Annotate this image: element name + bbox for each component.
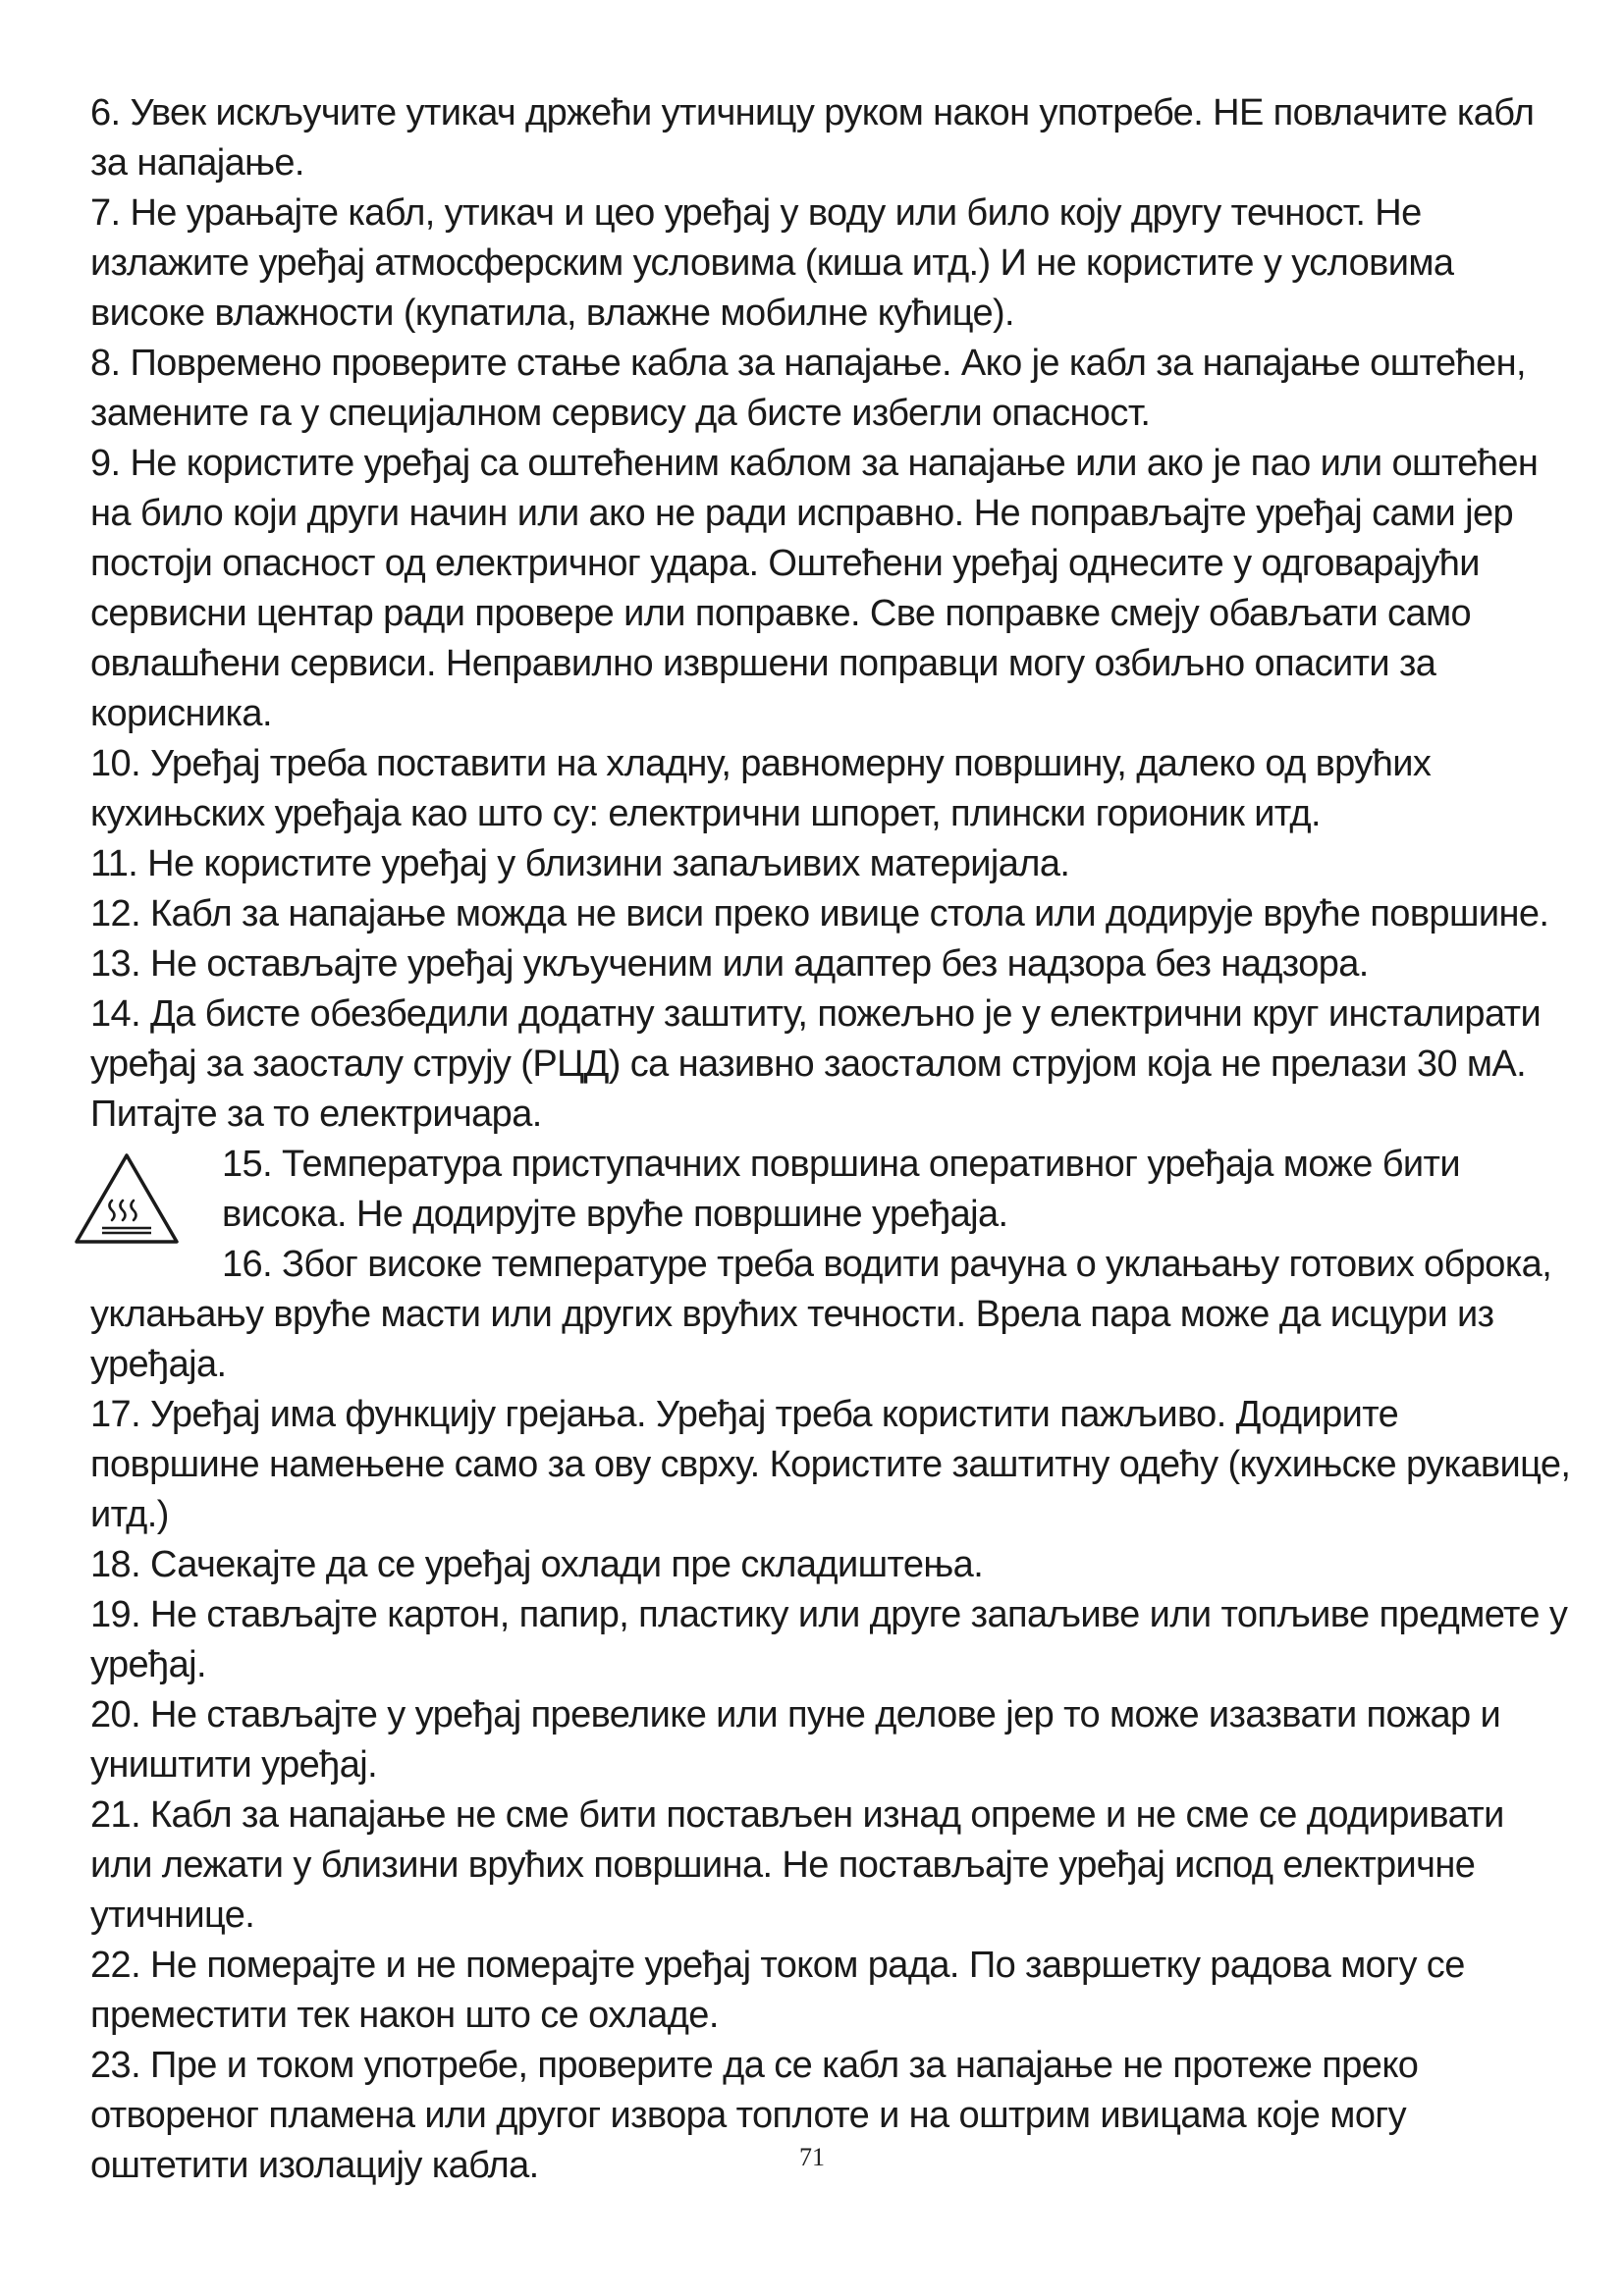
- instruction-item-9: 9. Не користите уређај са оштећеним каблом за напајање или ако је пао или оштећен на било који други начин или ако не ради исправно. Не поправљајте уређај сами јер постоји опасност од електричног удара. Оштећени уређај однесите у одговарајући сервисни центар ради провере или поправке. Све поправке смеју обављати само овлашћени сервиси. Неправилно извршени поправци могу озбиљно опасити за корисника.: [90, 443, 1539, 734]
- hot-surface-warning: [90, 1140, 1573, 1240]
- instruction-item-21: 21. Кабл за напајање не сме бити постављен изнад опреме и не сме се додиривати или лежати у близини врућих површина. Не постављајте уређај испод електричне утичнице.: [90, 1794, 1504, 1936]
- instruction-item-6: 6. Увек искључите утикач држећи утичницу руком након употребе. НЕ повлачите кабл за напајање.: [90, 92, 1535, 184]
- page-content: [90, 88, 1573, 2191]
- instruction-item-18: 18. Сачекајте да се уређај охлади пре складиштења.: [90, 1544, 984, 1585]
- instruction-item-22: 22. Не померајте и не померајте уређај током рада. По завршетку радова могу се преместити тек након што се охладе.: [90, 1945, 1465, 2036]
- instruction-item-13: 13. Не остављајте уређај укљученим или адаптер без надзора без надзора.: [90, 943, 1369, 985]
- page-number: 71: [799, 2143, 825, 2171]
- hot-surface-warning-icon: [73, 1149, 181, 1248]
- instruction-item-17: 17. Уређај има функцију грејања. Уређај треба користити пажљиво. Додирите површине намењене само за ову сврху. Користите заштитну одећу (кухињске рукавице, итд.): [90, 1394, 1571, 1535]
- instruction-item-16: 16. Због високе температуре треба водити рачуна о уклањању готових оброка, уклањању вруће масти или других врућих течности. Врела пара може да исцури из уређаја.: [90, 1244, 1552, 1385]
- instruction-item-12: 12. Кабл за напајање можда не виси преко ивице стола или додирује вруће површине.: [90, 893, 1549, 934]
- instruction-item-15: 15. Температура приступачних површина оперативног уређаја може бити висока. Не додирујте вруће површине уређаја.: [222, 1144, 1460, 1235]
- instruction-item-7: 7. Не урањајте кабл, утикач и цео уређај у воду или било коју другу течност. Не излажите уређај атмосферским условима (киша итд.) И не користите у условима високе влажности (купатила, влажне мобилне кућице).: [90, 192, 1454, 334]
- instruction-item-20: 20. Не стављајте у уређај превелике или пуне делове јер то може изазвати пожар и уништити уређај.: [90, 1694, 1501, 1786]
- instruction-item-14: 14. Да бисте обезбедили додатну заштиту, пожељно је у електрични круг инсталирати уређај за заосталу струју (РЦД) са називно заосталом струјом која не прелази 30 мА. Питајте за то електричара.: [90, 993, 1542, 1135]
- instruction-item-8: 8. Повремено проверите стање кабла за напајање. Ако је кабл за напајање оштећен, замените га у специјалном сервису да бисте избегли опасност.: [90, 343, 1526, 434]
- instruction-item-23: 23. Пре и током употребе, проверите да се кабл за напајање не протеже преко отвореног пламена или другог извора топлоте и на оштрим ивицама које могу оштетити изолацију кабла.: [90, 2045, 1419, 2186]
- instruction-item-11: 11. Не користите уређај у близини запаљивих материјала.: [90, 843, 1070, 884]
- instruction-item-10: 10. Уређај треба поставити на хладну, равномерну површину, далеко од врућих кухињских уређаја као што су: електрични шпорет, плински горионик итд.: [90, 743, 1432, 834]
- instruction-item-19: 19. Не стављајте картон, папир, пластику или друге запаљиве или топљиве предмете у уређај.: [90, 1594, 1568, 1685]
